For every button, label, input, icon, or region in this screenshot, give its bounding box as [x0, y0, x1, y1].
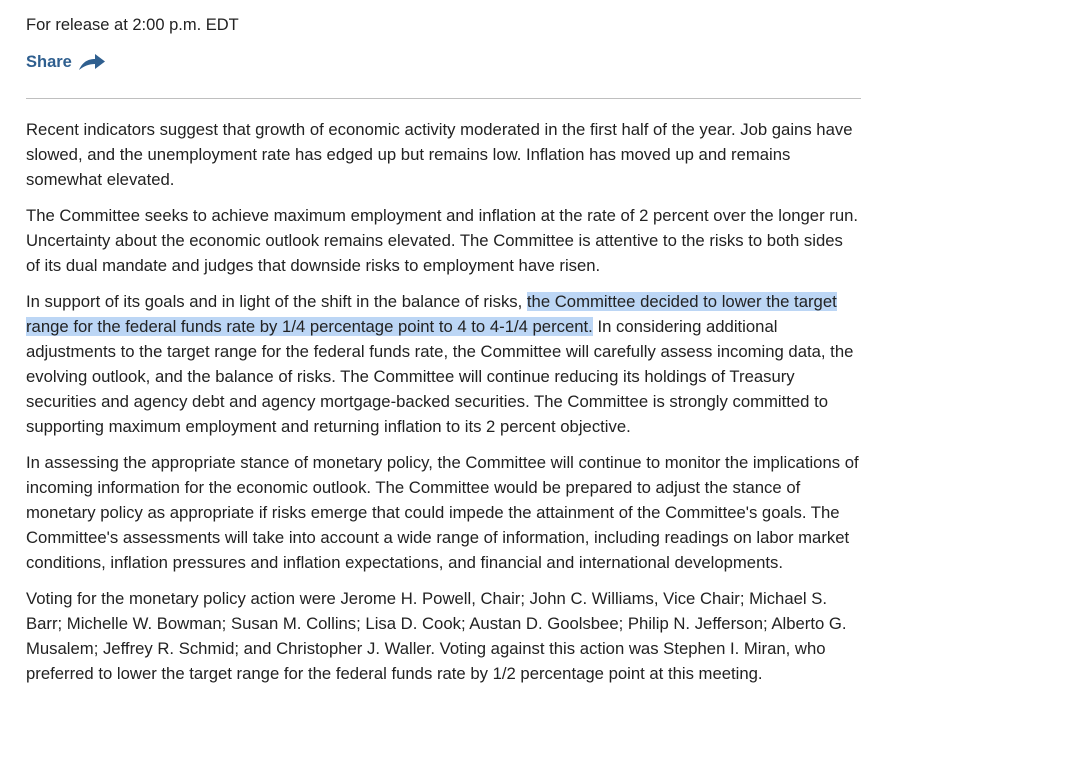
statement-body — [26, 117, 861, 697]
share-button[interactable] — [26, 51, 106, 73]
paragraph-voting: Voting for the monetary policy action were Jerome H. Powell, Chair; John C. Williams, Vice Chair; Michael S. Barr; Michelle W. Bowman; Susan M. Collins; Lisa D. Cook; Austan D. Goolsbee; Philip N. Jefferson; Alberto G. Musalem; Jeffrey R. Schmid; and Christopher J. Waller. Voting against this action was Stephen I. Miran, who preferred to lower the target range for the federal funds rate by 1/2 percentage point at this meeting. — [26, 589, 847, 683]
share-label: Share — [26, 53, 72, 71]
release-time: For release at 2:00 p.m. EDT — [26, 16, 239, 34]
share-arrow-icon — [78, 51, 106, 73]
decision-continuation-text: In considering additional adjustments to the target range for the federal funds rate, the Committee will carefully assess incoming data, the evolving outlook, and the balance of risks. The Committee will continue reducing its holdings of Treasury securities and agency debt and agency mortgage-backed securities. The Committee is strongly committed to supporting maximum employment and returning inflation to its 2 percent objective. — [26, 317, 854, 436]
paragraph-economic-activity: Recent indicators suggest that growth of economic activity moderated in the first half of the year. Job gains have slowed, and the unemployment rate has edged up but remains low. Inflation has moved up and remains somewhat elevated. — [26, 120, 853, 189]
paragraph-goals: The Committee seeks to achieve maximum employment and inflation at the rate of 2 percent over the longer run. Uncertainty about the economic outlook remains elevated. The Committee is attentive to the risks to both sides of its dual mandate and judges that downside risks to employment have risen. — [26, 206, 859, 275]
divider — [26, 98, 861, 99]
share-arrow-svg — [78, 51, 106, 73]
decision-lead-text: In support of its goals and in light of the shift in the balance of risks, — [26, 292, 527, 311]
highlighted-decision-text: the Committee decided to lower the target range for the federal funds rate by 1/4 percentage point to 4 to 4-1/4 percent. — [26, 292, 837, 336]
paragraph-policy-stance: In assessing the appropriate stance of monetary policy, the Committee will continue to monitor the implications of incoming information for the economic outlook. The Committee would be prepared to adjust the stance of monetary policy as appropriate if risks emerge that could impede the attainment of the Committee's goals. The Committee's assessments will take into account a wide range of information, including readings on labor market conditions, inflation pressures and inflation expectations, and financial and international developments. — [26, 453, 859, 572]
paragraph-policy-decision — [26, 289, 861, 439]
